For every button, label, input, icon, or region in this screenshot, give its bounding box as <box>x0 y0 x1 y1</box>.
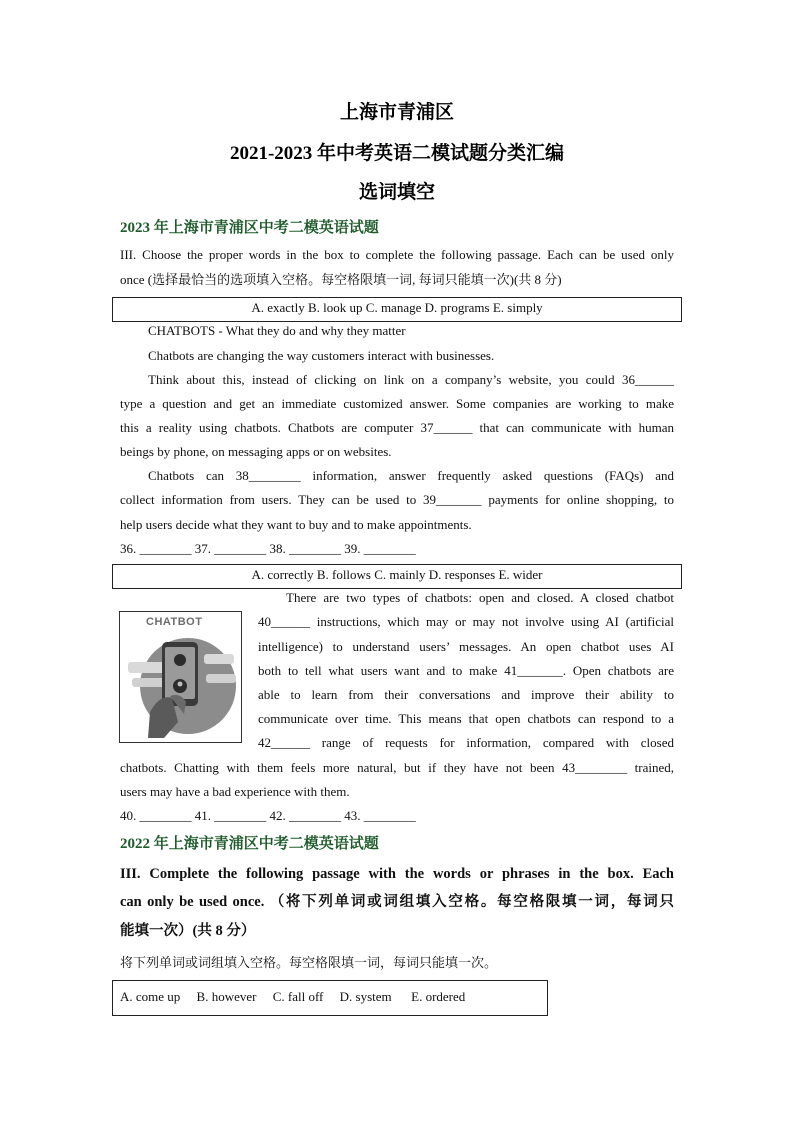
chatbot-illustration <box>119 611 242 743</box>
paragraph-4-line-3: intelligence) to understand users’ messages. An open chatbot uses AI <box>258 639 674 654</box>
doc-title-topic: 选词填空 <box>358 182 435 203</box>
paragraph-4-line-1: There are two types of chatbots: open and closed. A closed chatbot <box>286 590 674 605</box>
section-heading-2023: 2023 年上海市青浦区中考二模英语试题 <box>120 220 379 236</box>
answer-blanks-40-43: 40. ________ 41. ________ 42. ________ 43. ________ <box>120 808 416 823</box>
doc-title-main: 2021-2023 年中考英语二模试题分类汇编 <box>229 143 565 164</box>
chatbot-image-label: CHATBOT <box>146 616 203 628</box>
paragraph-4-line-9: users may have a bad experience with them. <box>120 784 350 799</box>
paragraph-2-line-1: Think about this, instead of clicking on link on a company’s website, you could 36______ <box>148 372 674 387</box>
instruction-line-2: once (选择最恰当的选项填入空格。每空格限填一词, 每词只能填一次)(共 8 分) <box>120 272 562 287</box>
chinese-instruction: 将下列单词或词组填入空格。每空格限填一词，每词只能填一次。 <box>120 955 498 970</box>
word-box-2 <box>112 564 682 589</box>
paragraph-2-line-4: beings by phone, on messaging apps or on websites. <box>120 444 392 459</box>
word-box-1-text: A. exactly B. look up C. manage D. programs E. simply <box>251 300 543 315</box>
paragraph-3-line-2: collect information from users. They can be used to 39_______ payments for online shopping, to <box>120 492 674 507</box>
word-box-2-text: A. correctly B. follows C. mainly D. responses E. wider <box>251 567 543 582</box>
word-box-3 <box>112 980 548 1016</box>
passage-title: CHATBOTS - What they do and why they matter <box>148 323 406 338</box>
doc-title-region: 上海市青浦区 <box>339 102 454 123</box>
paragraph-2-line-3: this a reality using chatbots. Chatbots are computer 37______ that can communicate with human <box>120 420 674 435</box>
paragraph-4-line-4: both to tell what users want and to make 41_______. Open chatbots are <box>258 663 674 678</box>
section-heading-2022: 2022 年上海市青浦区中考二模英语试题 <box>120 836 379 852</box>
paragraph-2-line-2: type a question and get an immediate customized answer. Some companies are working to make <box>120 396 674 411</box>
word-box-1 <box>112 297 682 322</box>
paragraph-3-line-1: Chatbots can 38________ information, answer frequently asked questions (FAQs) and <box>148 468 674 483</box>
instruction-line-1: III. Choose the proper words in the box to complete the following passage. Each can be used only <box>120 247 674 262</box>
chatbot-phone-icon <box>120 612 241 742</box>
question-line-2: can only be used once. （将下列单词或词组填入空格。每空格限填一词，每词只 <box>120 894 674 910</box>
paragraph-1: Chatbots are changing the way customers interact with businesses. <box>148 348 495 363</box>
paragraph-3-line-3: help users decide what they want to buy and to make appointments. <box>120 517 472 532</box>
paragraph-4-line-5: able to learn from their conversations and improve their ability to <box>258 687 674 702</box>
paragraph-4-line-6: communicate over time. This means that open chatbots can respond to a <box>258 711 674 726</box>
word-box-3-text: A. come up B. however C. fall off D. system E. ordered <box>120 989 466 1004</box>
paragraph-4-line-2: 40______ instructions, which may or may not involve using AI (artificial <box>258 614 674 629</box>
question-line-1: III. Complete the following passage with the words or phrases in the box. Each <box>120 866 674 882</box>
answer-blanks-36-39: 36. ________ 37. ________ 38. ________ 39. ________ <box>120 541 416 556</box>
paragraph-4-line-7: 42______ range of requests for information, compared with closed <box>258 735 674 750</box>
question-line-3: 能填一次）(共 8 分） <box>120 923 256 939</box>
paragraph-4-line-8: chatbots. Chatting with them feels more natural, but if they have not been 43________ trained, <box>120 760 674 775</box>
